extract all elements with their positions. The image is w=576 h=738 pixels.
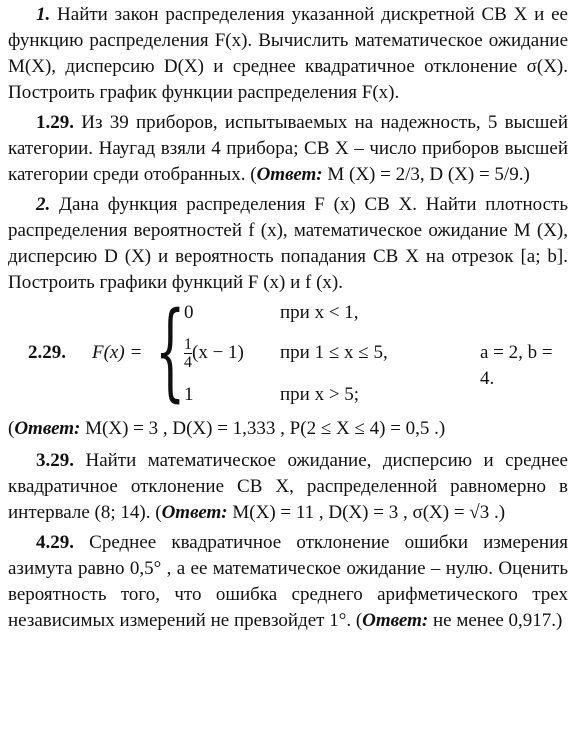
problem-1-29-number: 1.29. (36, 112, 74, 133)
problem-4-29-answer: не менее 0,917.) (428, 610, 563, 631)
problem-1-29 (8, 110, 568, 188)
problem-3-29-answer-label: Ответ: (161, 502, 228, 523)
segment-params: a = 2, b = 4. (480, 342, 553, 389)
task-2-text: Дана функция распределения F (x) СВ X. Найти плотность распределения вероятностей f (x), математическое ожидание M (X), дисперсию D (X) и вероятность попадания СВ X на отрезок [a; b]. Построить графики функций F (x) и f (x). (8, 194, 568, 293)
case-3-condition: при x > 5; (280, 384, 360, 405)
problem-2-29-answer-text: M(X) = 3 , D(X) = 1,333 , P(2 ≤ X ≤ 4) = 0,5 .) (80, 418, 446, 439)
problem-4-29-text: Среднее квадратичное отклонение ошибки измерения азимута равно 0,5° , а ее математическое ожидание – нулю. Оценить вероятность того, что ошибка среднего арифметического трех независимых измерений не превзойдет 1°. ( (8, 532, 568, 631)
problem-3-29 (8, 448, 568, 526)
problem-4-29 (8, 530, 568, 634)
case-3-value: 1 (184, 384, 194, 405)
case-2-value (184, 336, 244, 371)
task-2-number: 2. (36, 194, 51, 215)
fraction-numerator: 1 (184, 336, 192, 353)
problem-2-29-number: 2.29. (28, 342, 66, 363)
task-2-instructions (8, 192, 568, 296)
document-page (8, 2, 568, 634)
problem-3-29-number: 3.29. (36, 450, 74, 471)
problem-2-29-answer: (Ответ: M(X) = 3 , D(X) = 1,333 , P(2 ≤ X ≤ 4) = 0,5 .) (8, 418, 446, 439)
problem-3-29-answer: M(X) = 11 , D(X) = 3 , σ(X) = √3 .) (227, 502, 506, 523)
task-1-instructions (8, 2, 568, 106)
problem-1-29-answer: M (X) = 2/3, D (X) = 5/9.) (322, 164, 530, 185)
case-2-condition: при 1 ≤ x ≤ 5, (280, 342, 388, 363)
case-1-condition: при x < 1, (280, 302, 359, 323)
task-1-text: Найти закон распределения указанной дискретной СВ X и ее функцию распределения F(x). Вычислить математическое ожидание M(X), дисперсию D(X) и среднее квадратичное отклонение σ(X). Построить график функции распределения F(x). (8, 4, 568, 103)
fraction-denominator: 4 (184, 354, 192, 371)
problem-1-29-text: Из 39 приборов, испытываемых на надежность, 5 высшей категории. Наугад взяли 4 прибора; СВ X – число приборов высшей категории среди отобранных. ( (8, 112, 568, 185)
problem-4-29-number: 4.29. (36, 532, 74, 553)
fraction (184, 336, 192, 371)
problem-2-29-answer-label: Ответ: (14, 418, 81, 439)
task-1-number: 1. (36, 4, 51, 25)
problem-4-29-answer-label: Ответ: (362, 610, 429, 631)
left-brace: { (155, 289, 186, 412)
problem-3-29-text: Найти математическое ожидание, дисперсию и среднее квадратичное отклонение СВ X, распределенной равномерно в интервале (8; 14). ( (8, 450, 568, 523)
case-1-value: 0 (184, 302, 194, 323)
case-2-expression: (x − 1) (192, 341, 244, 363)
problem-1-29-answer-label: Ответ: (256, 164, 323, 185)
problem-2-29-equation (8, 289, 568, 414)
function-label: F(x) = (92, 342, 143, 363)
